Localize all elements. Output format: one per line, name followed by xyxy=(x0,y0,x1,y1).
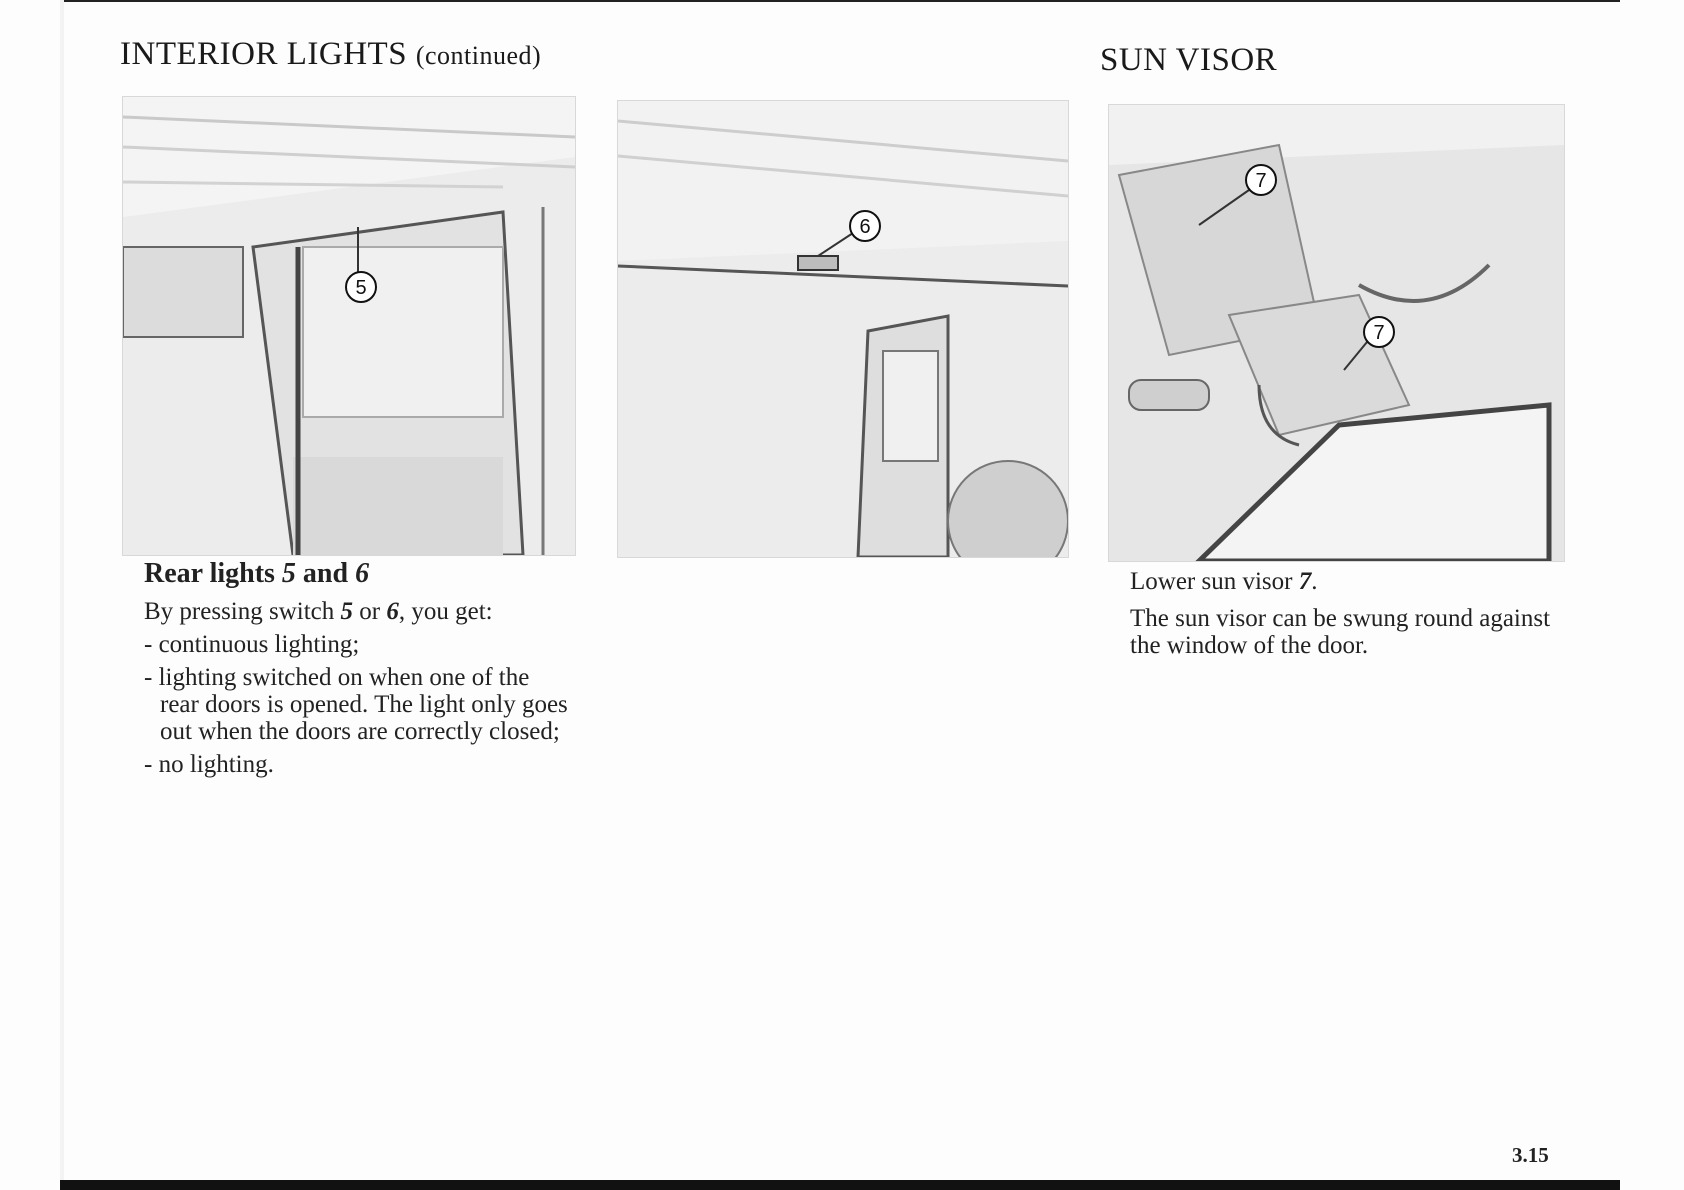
rear-lights-title xyxy=(144,558,574,590)
sun-visor-section xyxy=(1130,568,1570,665)
rear-lights-section xyxy=(144,558,574,784)
callout-5-label: 5 xyxy=(355,277,367,299)
intro-number-5: 5 xyxy=(340,598,354,625)
heading-suffix: (continued) xyxy=(415,41,542,70)
sun-visor-caption xyxy=(1130,568,1570,595)
sun-visor-heading: SUN VISOR xyxy=(1100,42,1278,78)
page-edge xyxy=(60,0,64,1190)
callout-7-lower-label: 7 xyxy=(1373,322,1385,344)
top-rule xyxy=(60,0,1620,2)
rear-cabin-photo-switch-6 xyxy=(617,100,1069,558)
option-off: - no lighting. xyxy=(144,751,274,778)
caption-text: . xyxy=(1311,568,1318,595)
callout-6-label: 6 xyxy=(859,216,871,238)
interior-lights-heading xyxy=(120,36,541,73)
title-text: Rear lights xyxy=(144,558,282,589)
photo-illustration xyxy=(618,101,1068,557)
option-continuous: - continuous lighting; xyxy=(144,631,360,658)
photo-illustration xyxy=(123,97,575,555)
title-number-5: 5 xyxy=(281,558,296,589)
callout-7-upper-label: 7 xyxy=(1255,170,1267,192)
intro-number-6: 6 xyxy=(386,598,399,625)
intro-text: , you get: xyxy=(398,598,493,625)
heading-main: INTERIOR LIGHTS xyxy=(120,36,408,72)
option-doors: - lighting switched on when one of the rear doors is opened. The light only goes out when the doors are correctly closed; xyxy=(144,664,568,745)
sun-visor-body: The sun visor can be swung round against the window of the door. xyxy=(1130,605,1551,659)
rear-lights-intro xyxy=(144,598,574,625)
bottom-band xyxy=(60,1180,1620,1190)
title-text: and xyxy=(295,558,356,589)
rear-cabin-photo-switch-5 xyxy=(122,96,576,556)
caption-number-7: 7 xyxy=(1298,568,1312,595)
photo-illustration xyxy=(1109,105,1564,561)
sun-visor-photo xyxy=(1108,104,1565,562)
title-number-6: 6 xyxy=(355,558,370,589)
intro-text: or xyxy=(353,598,387,625)
intro-text: By pressing switch xyxy=(144,598,341,625)
caption-text: Lower sun visor xyxy=(1130,568,1299,595)
page-number: 3.15 xyxy=(1512,1143,1549,1167)
